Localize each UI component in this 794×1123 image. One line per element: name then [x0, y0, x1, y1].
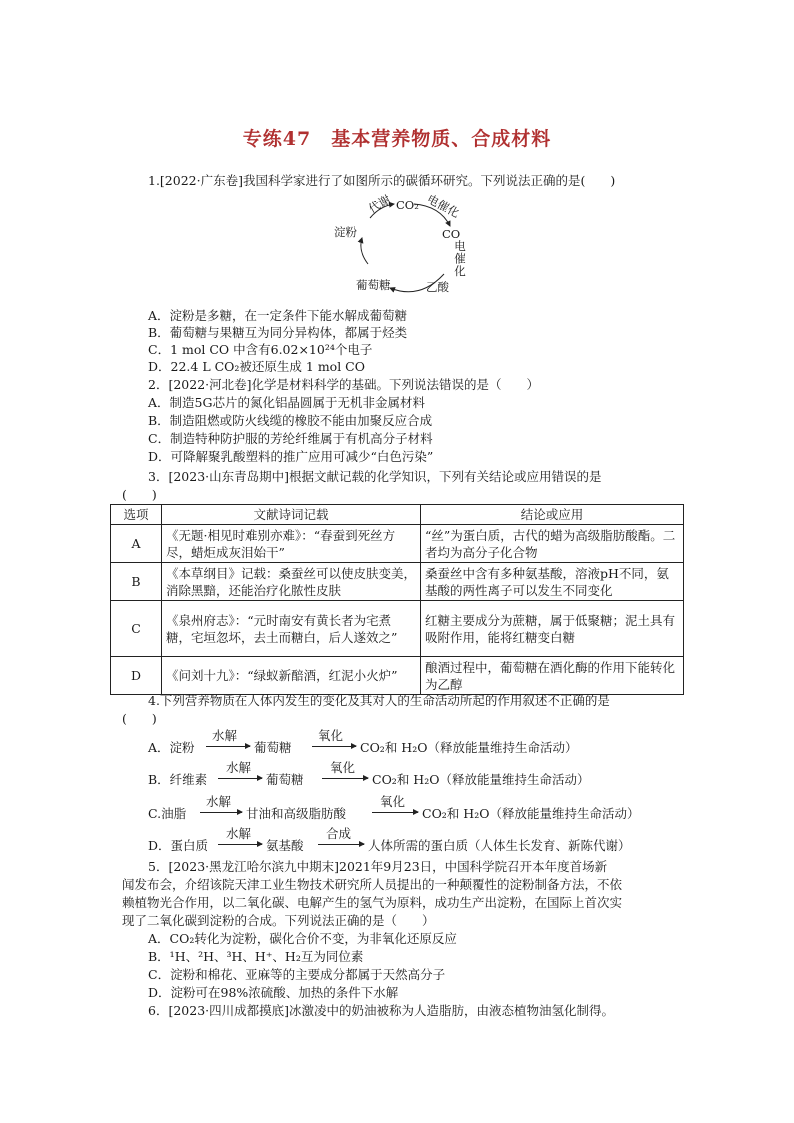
header-literature: 文献诗词记载: [162, 505, 421, 525]
q6-stem: 6．[2023·四川成都摸底]冰激凌中的奶油被称为人造脂肪，由液态植物油氢化制得。: [148, 1003, 614, 1018]
step2-arrow: [312, 746, 356, 747]
step1-arrow: [206, 746, 250, 747]
row-label: D: [111, 657, 162, 695]
table-header-row: [111, 505, 684, 525]
step2-label: 氧化: [318, 728, 344, 743]
row-conclusion: 酿酒过程中，葡萄糖在酒化酶的作用下能转化为乙醇: [421, 657, 684, 695]
step1-label: 水解: [226, 760, 252, 775]
q4-paren: ( ): [122, 711, 157, 726]
glucose-label: 葡萄糖: [356, 278, 391, 292]
q1-option-a: A．淀粉是多糖，在一定条件下能水解成葡萄糖: [148, 308, 408, 323]
electrocatalysis-label-right: 电催化: [453, 240, 467, 278]
step1-label: 水解: [206, 794, 232, 809]
q5-option-a: A．CO₂转化为淀粉，碳化合价不变，为非氧化还原反应: [148, 931, 457, 946]
q2-option-d: D．可降解聚乳酸塑料的推广应用可减少“白色污染”: [148, 449, 434, 464]
reactant: B．纤维素: [148, 772, 208, 787]
q5-line-4: 现了二氧化碳到淀粉的合成。下列说法正确的是（ ）: [122, 913, 435, 928]
co-label: CO: [442, 227, 461, 241]
step1-arrow: [218, 844, 262, 845]
reactant: C.油脂: [148, 806, 187, 821]
q4-stem: 4.下列营养物质在人体内发生的变化及其对人的生命活动所起的作用叙述不正确的是: [148, 693, 610, 708]
row-label: C: [111, 601, 162, 657]
q2-stem: 2．[2022·河北卷]化学是材料科学的基础。下列说法错误的是（ ）: [148, 377, 539, 392]
row-label: B: [111, 563, 162, 601]
intermediate: 葡萄糖: [254, 740, 292, 755]
q1-option-d: D．22.4 L CO₂被还原生成 1 mol CO: [148, 359, 365, 374]
co2-label: CO₂: [396, 198, 419, 212]
step1-label: 水解: [226, 826, 252, 841]
row-conclusion: “丝”为蛋白质，古代的蜡为高级脂肪酸酯。二者均为高分子化合物: [421, 525, 684, 563]
step1-label: 水解: [212, 728, 238, 743]
table-row: [111, 657, 684, 695]
reactant: D．蛋白质: [148, 838, 209, 853]
intermediate: 甘油和高级脂肪酸: [246, 806, 347, 821]
step2-arrow: [322, 778, 368, 779]
row-conclusion: 桑蚕丝中含有多种氨基酸，溶液pH不同，氨基酸的两性离子可以发生不同变化: [421, 563, 684, 601]
q5-option-b: B．¹H、²H、³H、H⁺、H₂互为同位素: [148, 949, 364, 964]
q3-stem: 3．[2023·山东青岛期中]根据文献记载的化学知识，下列有关结论或应用错误的是: [148, 469, 602, 484]
q2-option-a: A．制造5G芯片的氮化铝晶圆属于无机非金属材料: [148, 395, 425, 410]
header-conclusion: 结论或应用: [421, 505, 684, 525]
reactant: A．淀粉: [148, 740, 195, 755]
q5-line-3: 赖植物光合作用，以二氧化碳、电解产生的氢气为原料，成功生产出淀粉，在国际上首次实: [122, 895, 623, 910]
q5-line-2: 闻发布会，介绍该院天津工业生物技术研究所人员提出的一种颠覆性的淀粉制备方法，不依: [122, 877, 623, 892]
table-row: [111, 563, 684, 601]
row-literature: 《问刘十九》：“绿蚁新醅酒，红泥小火炉”: [162, 657, 421, 695]
row-literature: 《无题·相见时难别亦难》：“春蚕到死丝方尽，蜡炬成灰泪始干”: [162, 525, 421, 563]
step2-label: 合成: [326, 826, 352, 841]
step1-arrow: [218, 778, 262, 779]
step1-arrow: [200, 812, 242, 813]
acetic-acid-label: 乙酸: [426, 280, 449, 294]
intermediate: 氨基酸: [266, 838, 304, 853]
q2-option-c: C．制造特种防护服的芳纶纤维属于有机高分子材料: [148, 431, 433, 446]
q5-option-c: C．淀粉和棉花、亚麻等的主要成分都属于天然高分子: [148, 967, 446, 982]
metabolism-label: 代谢: [366, 192, 393, 216]
step2-arrow: [318, 844, 364, 845]
row-conclusion: 红糖主要成分为蔗糖，属于低聚糖；泥土具有吸附作用，能将红糖变白糖: [421, 601, 684, 657]
electrocatalysis-label-top: 电催化: [424, 191, 462, 221]
step2-arrow: [372, 812, 418, 813]
q1-stem: 1.[2022·广东卷]我国科学家进行了如图所示的碳循环研究。下列说法正确的是( ): [148, 173, 616, 188]
product: CO₂和 H₂O（释放能量维持生命活动）: [360, 740, 578, 755]
table-row: [111, 601, 684, 657]
page-title: 专练47 基本营养物质、合成材料: [242, 128, 552, 150]
product: 人体所需的蛋白质（人体生长发育、新陈代谢）: [368, 838, 631, 853]
product: CO₂和 H₂O（释放能量维持生命活动）: [372, 772, 590, 787]
q3-paren: ( ): [122, 487, 157, 502]
header-option: 选项: [111, 505, 162, 525]
row-label: A: [111, 525, 162, 563]
intermediate: 葡萄糖: [266, 772, 304, 787]
row-literature: 《本草纲目》记载：桑蚕丝可以使皮肤变美，消除黑黯，还能治疗化脓性皮肤: [162, 563, 421, 601]
product: CO₂和 H₂O（释放能量维持生命活动）: [422, 806, 640, 821]
step2-label: 氧化: [380, 794, 406, 809]
q2-option-b: B．制造阻燃或防火线缆的橡胶不能由加聚反应合成: [148, 413, 433, 428]
carbon-cycle-diagram: [334, 191, 480, 300]
row-literature: 《泉州府志》：“元时南安有黄长者为宅煮糖，宅垣忽坏，去土而糖白，后人遂效之”: [162, 601, 421, 657]
literature-table: [110, 504, 684, 695]
q1-option-b: B．葡萄糖与果糖互为同分异构体，都属于烃类: [148, 325, 408, 340]
table-row: [111, 525, 684, 563]
step2-label: 氧化: [330, 760, 356, 775]
q1-option-c: C．1 mol CO 中含有6.02×10²⁴个电子: [148, 342, 373, 357]
q5-line-1: 5．[2023·黑龙江哈尔滨九中期末]2021年9月23日，中国科学院召开本年度首场新: [148, 859, 608, 874]
starch-label: 淀粉: [334, 225, 357, 239]
q5-option-d: D．淀粉可在98%浓硫酸、加热的条件下水解: [148, 985, 399, 1000]
